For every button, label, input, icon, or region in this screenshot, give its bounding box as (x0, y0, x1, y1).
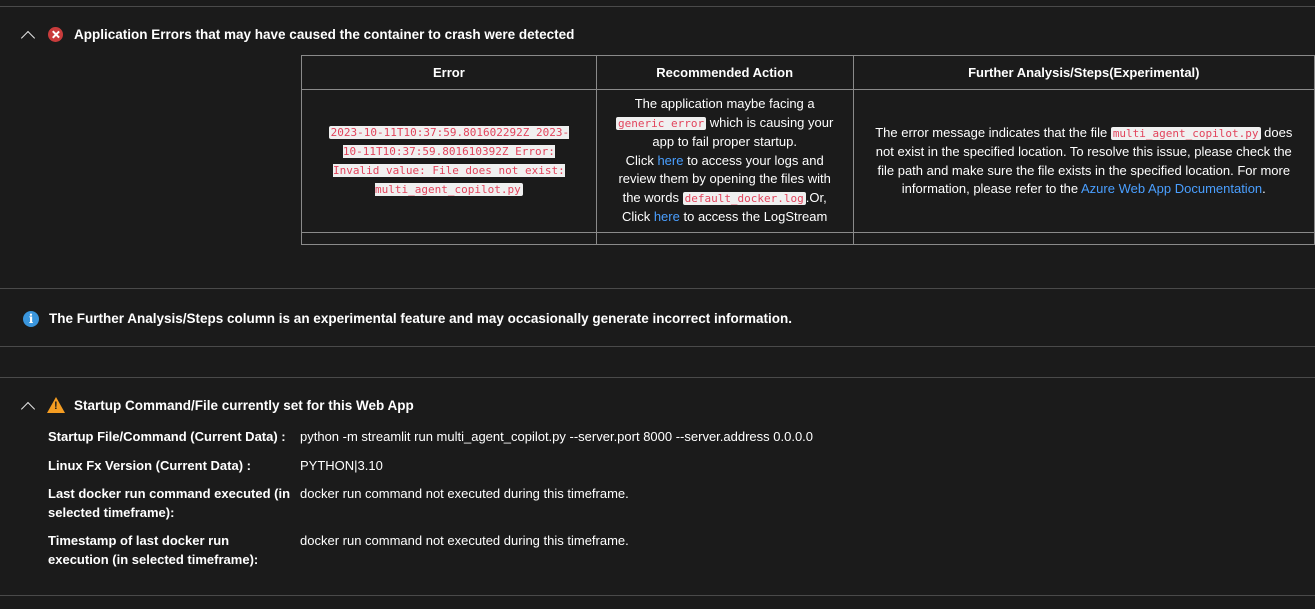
divider (0, 288, 1315, 289)
azure-docs-link[interactable]: Azure Web App Documentation (1081, 181, 1263, 196)
linux-fx-label: Linux Fx Version (Current Data) : (48, 458, 251, 473)
last-docker-value: docker run command not executed during this timeframe. (300, 486, 629, 501)
warning-icon: ! (47, 397, 65, 413)
error-cell (302, 90, 597, 233)
startup-label: Startup File/Command (Current Data) : (48, 429, 286, 444)
action-text-6: to access the LogStream (683, 209, 828, 225)
action-text-4: to access your logs and review them by opening the files with the words (618, 152, 831, 205)
analysis-text-2: does not exist in the specified location. To resolve this issue, please check the file path and make sure the file exists in the specified location. For more information, please refer to the (875, 124, 1293, 196)
error-icon (48, 27, 63, 42)
empty-cell (302, 233, 597, 245)
action-text-1: The application maybe facing a (634, 96, 815, 112)
col-header-error: Error (302, 56, 597, 90)
linux-fx-value: PYTHON|3.10 (300, 458, 383, 473)
chevron-up-icon[interactable] (21, 31, 35, 45)
analysis-text-3: . (1262, 181, 1266, 196)
table-row-empty (302, 233, 1315, 245)
startup-section-title: Startup Command/File currently set for this Web App (74, 398, 414, 413)
top-divider (0, 6, 1315, 7)
chevron-up-icon[interactable] (21, 402, 35, 416)
startup-value: python -m streamlit run multi_agent_copilot.py --server.port 8000 --server.address 0.0.0.0 (300, 429, 814, 444)
divider (0, 346, 1315, 347)
divider (0, 377, 1315, 378)
errors-section-title: Application Errors that may have caused the container to crash were detected (74, 27, 575, 42)
action-text-5: .Or, Click (622, 189, 827, 225)
recommended-action-cell (596, 90, 853, 233)
error-message-code: 2023-10-11T10:37:59.801602292Z 2023-10-11T10:37:59.801610392Z Error: Invalid value: File does not exist: multi_agent_copilot.py (330, 126, 570, 196)
analysis-text-1: The error message indicates that the file (875, 124, 1108, 140)
empty-cell (853, 233, 1314, 245)
info-icon: i (23, 311, 39, 327)
last-docker-label: Last docker run command executed (in selected timeframe): (48, 486, 291, 520)
filename-code: multi_agent_copilot.py (1112, 126, 1259, 140)
docker-log-code: default_docker.log (684, 191, 804, 205)
further-analysis-cell (853, 90, 1314, 233)
errors-table (301, 55, 1315, 245)
timestamp-label: Timestamp of last docker run execution (in selected timeframe): (48, 533, 259, 567)
empty-cell (596, 233, 853, 245)
timestamp-value: docker run command not executed during this timeframe. (300, 533, 629, 548)
logstream-link[interactable]: here (653, 209, 680, 225)
action-text-3: Click (625, 152, 654, 168)
col-header-recommended-action: Recommended Action (596, 56, 853, 90)
col-header-further-analysis: Further Analysis/Steps(Experimental) (853, 56, 1314, 90)
logs-link[interactable]: here (657, 152, 684, 168)
info-notice-text: The Further Analysis/Steps column is an experimental feature and may occasionally generate incorrect information. (49, 311, 792, 326)
table-row (302, 90, 1315, 233)
bottom-divider (0, 595, 1315, 596)
action-text-2: which is causing your app to fail proper startup. (652, 114, 834, 150)
generic-error-code: generic error (618, 116, 705, 130)
table-header-row (302, 56, 1315, 90)
